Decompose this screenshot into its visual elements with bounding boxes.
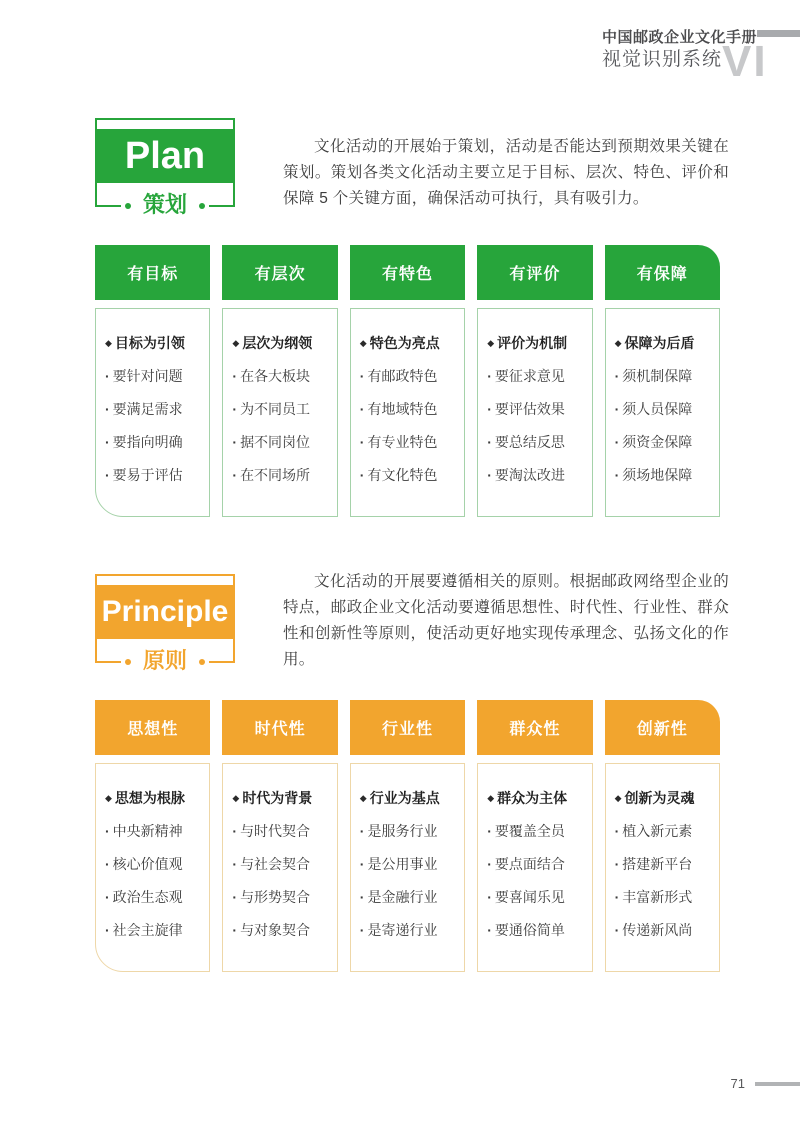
dot-bullet-icon: · — [232, 401, 238, 417]
dot-bullet-icon: · — [232, 368, 238, 384]
diamond-bullet-icon: ◆ — [614, 793, 622, 803]
column-header: 群众性 — [477, 700, 592, 755]
list-item — [487, 855, 588, 873]
list-item — [105, 855, 206, 873]
dot-bullet-icon: · — [487, 434, 492, 450]
diamond-bullet-icon: ◆ — [487, 338, 495, 348]
list-item — [105, 888, 206, 906]
diamond-bullet-icon: ◆ — [232, 338, 240, 348]
column-card — [350, 308, 465, 517]
list-item — [487, 433, 588, 451]
dot-bullet-icon: · — [105, 434, 110, 450]
badge-top-strip — [97, 576, 233, 585]
column-header: 时代性 — [222, 700, 337, 755]
dot-bullet-icon: · — [359, 467, 365, 483]
dot-bullet-icon: · — [105, 922, 110, 938]
item-label: 社会主旋律 — [112, 922, 183, 938]
list-item — [615, 367, 716, 385]
list-item — [615, 888, 716, 906]
dot-bullet-icon: · — [359, 434, 365, 450]
item-label: 要易于评估 — [112, 467, 183, 483]
system-title: 视觉识别系统 — [601, 49, 722, 70]
list-item — [360, 921, 461, 939]
column-header: 有保障 — [605, 245, 720, 300]
diamond-bullet-icon: ◆ — [614, 338, 622, 348]
badge-dot-left-icon — [125, 659, 131, 665]
item-label: 为不同员工 — [240, 401, 311, 417]
list-item — [615, 822, 716, 840]
principle-paragraph: 文化活动的开展要遵循相关的原则。根据邮政网络型企业的特点，邮政企业文化活动要遵循思想性、时代性、行业性、群众性和创新性等原则，使活动更好地实现传承理念、弘扬文化的作用。 — [283, 573, 729, 668]
key-point-label: 评价为机制 — [497, 335, 568, 351]
plan-section-badge — [95, 118, 235, 217]
key-point-label: 思想为根脉 — [114, 790, 185, 806]
dot-bullet-icon: · — [614, 368, 620, 384]
item-label: 要点面结合 — [494, 856, 565, 872]
item-label: 政治生态观 — [112, 889, 183, 905]
diamond-bullet-icon: ◆ — [105, 793, 112, 803]
dot-bullet-icon: · — [487, 823, 492, 839]
list-item — [232, 433, 333, 451]
principle-column-era — [222, 700, 337, 972]
list-item — [232, 888, 333, 906]
column-card — [95, 763, 210, 972]
list-item — [360, 822, 461, 840]
item-label: 要喜闻乐见 — [494, 889, 565, 905]
column-header: 行业性 — [350, 700, 465, 755]
list-item — [615, 466, 716, 484]
dot-bullet-icon: · — [359, 922, 365, 938]
plan-table — [95, 245, 720, 517]
principle-table — [95, 700, 720, 972]
plan-column-goal — [95, 245, 210, 517]
column-header: 有目标 — [95, 245, 210, 300]
key-point-label: 创新为灵魂 — [624, 790, 695, 806]
dot-bullet-icon: · — [232, 856, 238, 872]
item-label: 是寄递行业 — [367, 922, 438, 938]
item-label: 据不同岗位 — [240, 434, 311, 450]
list-item — [360, 367, 461, 385]
key-point — [360, 334, 461, 352]
item-label: 要针对问题 — [112, 368, 183, 384]
dot-bullet-icon: · — [359, 856, 365, 872]
header-accent-bar — [757, 30, 800, 37]
dot-bullet-icon: · — [359, 889, 365, 905]
dot-bullet-icon: · — [487, 401, 492, 417]
key-point — [487, 789, 588, 807]
badge-bottom — [97, 183, 233, 217]
item-label: 要满足需求 — [112, 401, 183, 417]
list-item — [232, 822, 333, 840]
principle-column-innovation — [605, 700, 720, 972]
dot-bullet-icon: · — [105, 368, 110, 384]
column-header: 思想性 — [95, 700, 210, 755]
item-label: 在不同场所 — [240, 467, 311, 483]
item-label: 要指向明确 — [112, 434, 183, 450]
key-point — [105, 334, 206, 352]
list-item — [615, 433, 716, 451]
dot-bullet-icon: · — [232, 889, 238, 905]
column-card — [95, 308, 210, 517]
item-label: 有文化特色 — [367, 467, 438, 483]
item-label: 有地域特色 — [367, 401, 438, 417]
column-card — [477, 763, 592, 972]
key-point-label: 保障为后盾 — [624, 335, 695, 351]
list-item — [615, 921, 716, 939]
list-item — [487, 367, 588, 385]
list-item — [615, 855, 716, 873]
item-label: 是金融行业 — [367, 889, 438, 905]
principle-column-industry — [350, 700, 465, 972]
diamond-bullet-icon: ◆ — [487, 793, 495, 803]
item-label: 有邮政特色 — [367, 368, 438, 384]
plan-paragraph: 文化活动的开展始于策划，活动是否能达到预期效果关键在策划。策划各类文化活动主要立足于目标、层次、特色、评价和保障 5 个关键方面，确保活动可执行，具有吸引力。 — [283, 138, 729, 207]
plan-column-evaluation — [477, 245, 592, 517]
dot-bullet-icon: · — [614, 922, 620, 938]
item-label: 是服务行业 — [367, 823, 438, 839]
badge-line-right — [209, 205, 235, 207]
list-item — [615, 400, 716, 418]
key-point-label: 时代为背景 — [242, 790, 313, 806]
item-label: 要评估效果 — [494, 401, 565, 417]
item-label: 传递新风尚 — [622, 922, 693, 938]
badge-line-left — [95, 205, 121, 207]
key-point — [360, 789, 461, 807]
dot-bullet-icon: · — [232, 823, 238, 839]
plan-column-feature — [350, 245, 465, 517]
dot-bullet-icon: · — [232, 922, 238, 938]
dot-bullet-icon: · — [232, 467, 238, 483]
item-label: 核心价值观 — [112, 856, 183, 872]
key-point — [232, 789, 333, 807]
item-label: 须资金保障 — [622, 434, 693, 450]
item-label: 中央新精神 — [112, 823, 183, 839]
key-point — [105, 789, 206, 807]
dot-bullet-icon: · — [105, 856, 110, 872]
dot-bullet-icon: · — [232, 434, 238, 450]
list-item — [487, 822, 588, 840]
badge-line-left — [95, 661, 121, 663]
principle-column-mass — [477, 700, 592, 972]
list-item — [105, 921, 206, 939]
column-card — [605, 763, 720, 972]
item-label: 要通俗简单 — [494, 922, 565, 938]
list-item — [232, 466, 333, 484]
item-label: 要总结反思 — [494, 434, 565, 450]
key-point — [232, 334, 333, 352]
column-card — [222, 763, 337, 972]
principle-section-badge — [95, 574, 235, 673]
item-label: 是公用事业 — [367, 856, 438, 872]
dot-bullet-icon: · — [614, 467, 620, 483]
item-label: 要征求意见 — [494, 368, 565, 384]
dot-bullet-icon: · — [614, 401, 620, 417]
item-label: 与对象契合 — [240, 922, 311, 938]
badge-bottom — [97, 639, 233, 673]
item-label: 要覆盖全员 — [494, 823, 565, 839]
column-header: 有特色 — [350, 245, 465, 300]
list-item — [487, 466, 588, 484]
item-label: 须机制保障 — [622, 368, 693, 384]
column-card — [477, 308, 592, 517]
dot-bullet-icon: · — [614, 434, 620, 450]
dot-bullet-icon: · — [487, 922, 492, 938]
badge-line-right — [209, 661, 235, 663]
item-label: 与形势契合 — [240, 889, 311, 905]
diamond-bullet-icon: ◆ — [359, 793, 367, 803]
item-label: 须场地保障 — [622, 467, 693, 483]
badge-dot-left-icon — [125, 203, 131, 209]
list-item — [232, 400, 333, 418]
key-point — [487, 334, 588, 352]
dot-bullet-icon: · — [487, 467, 492, 483]
item-label: 要淘汰改进 — [494, 467, 565, 483]
dot-bullet-icon: · — [359, 823, 365, 839]
column-header: 创新性 — [605, 700, 720, 755]
key-point-label: 特色为亮点 — [369, 335, 440, 351]
dot-bullet-icon: · — [105, 401, 110, 417]
plan-title-zh: 策划 — [142, 192, 187, 217]
dot-bullet-icon: · — [614, 823, 620, 839]
key-point — [615, 334, 716, 352]
diamond-bullet-icon: ◆ — [105, 338, 112, 348]
diamond-bullet-icon: ◆ — [359, 338, 367, 348]
key-point-label: 目标为引领 — [114, 335, 185, 351]
dot-bullet-icon: · — [614, 889, 620, 905]
dot-bullet-icon: · — [487, 368, 492, 384]
item-label: 与社会契合 — [240, 856, 311, 872]
item-label: 在各大板块 — [240, 368, 311, 384]
column-card — [222, 308, 337, 517]
list-item — [232, 921, 333, 939]
key-point-label: 行业为基点 — [369, 790, 440, 806]
key-point-label: 层次为纲领 — [242, 335, 313, 351]
list-item — [105, 400, 206, 418]
page-number: 71 — [730, 1076, 745, 1091]
dot-bullet-icon: · — [487, 889, 492, 905]
list-item — [232, 855, 333, 873]
list-item — [105, 466, 206, 484]
list-item — [360, 433, 461, 451]
vi-logo: VI — [722, 37, 768, 86]
principle-column-ideology — [95, 700, 210, 972]
item-label: 与时代契合 — [240, 823, 311, 839]
diamond-bullet-icon: ◆ — [232, 793, 240, 803]
column-header: 有层次 — [222, 245, 337, 300]
item-label: 须人员保障 — [622, 401, 693, 417]
list-item — [105, 433, 206, 451]
key-point — [615, 789, 716, 807]
dot-bullet-icon: · — [359, 401, 365, 417]
list-item — [105, 367, 206, 385]
list-item — [360, 400, 461, 418]
badge-dot-right-icon — [199, 203, 205, 209]
dot-bullet-icon: · — [105, 889, 110, 905]
dot-bullet-icon: · — [614, 856, 620, 872]
dot-bullet-icon: · — [105, 467, 110, 483]
dot-bullet-icon: · — [105, 823, 110, 839]
plan-title-en: Plan — [97, 129, 233, 183]
item-label: 搭建新平台 — [622, 856, 693, 872]
plan-column-guarantee — [605, 245, 720, 517]
list-item — [105, 822, 206, 840]
list-item — [487, 400, 588, 418]
book-title: 中国邮政企业文化手册 — [601, 29, 757, 46]
list-item — [360, 466, 461, 484]
badge-top-strip — [97, 120, 233, 129]
key-point-label: 群众为主体 — [497, 790, 568, 806]
list-item — [360, 855, 461, 873]
footer-accent-bar — [755, 1082, 800, 1086]
principle-title-en: Principle — [97, 585, 233, 639]
dot-bullet-icon: · — [487, 856, 492, 872]
principle-title-zh: 原则 — [142, 648, 187, 673]
column-card — [350, 763, 465, 972]
plan-column-level — [222, 245, 337, 517]
list-item — [232, 367, 333, 385]
item-label: 丰富新形式 — [622, 889, 693, 905]
list-item — [487, 888, 588, 906]
column-card — [605, 308, 720, 517]
list-item — [487, 921, 588, 939]
column-header: 有评价 — [477, 245, 592, 300]
item-label: 有专业特色 — [367, 434, 438, 450]
dot-bullet-icon: · — [359, 368, 365, 384]
badge-dot-right-icon — [199, 659, 205, 665]
item-label: 植入新元素 — [622, 823, 693, 839]
list-item — [360, 888, 461, 906]
